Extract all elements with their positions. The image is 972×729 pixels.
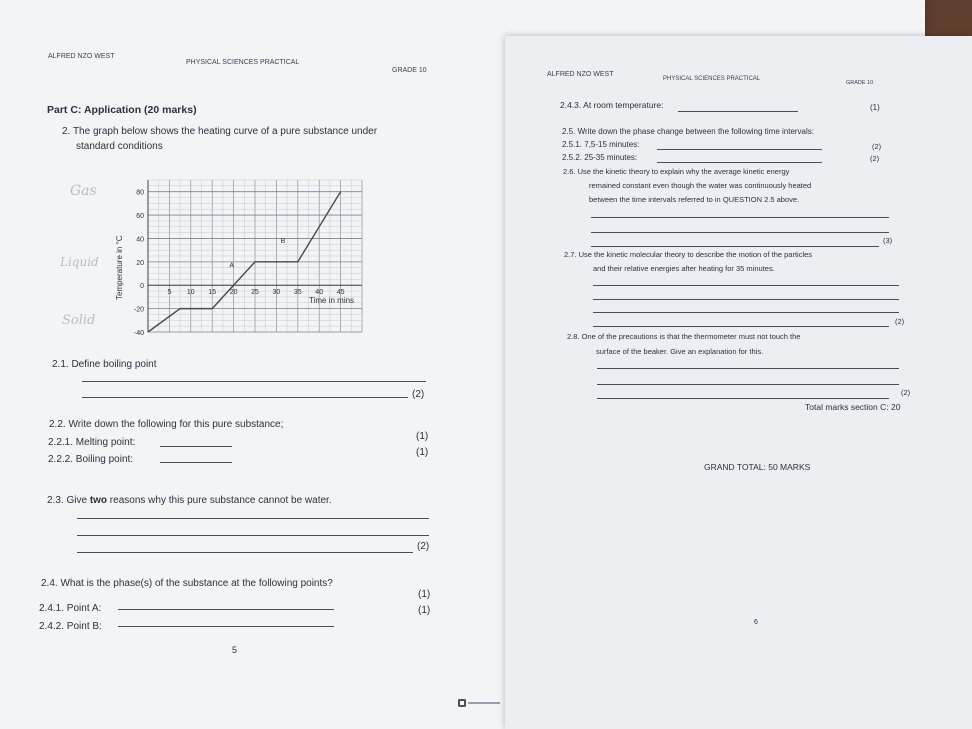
answer-line: [593, 285, 899, 286]
q2-4-3-marks: (1): [870, 103, 880, 112]
q2-3-text: 2.3. Give two reasons why this pure substance cannot be water.: [47, 495, 332, 506]
q2-2-1-text: 2.2.1. Melting point:: [48, 437, 136, 448]
q2-1-text: 2.1. Define boiling point: [52, 359, 157, 370]
y-tick-label: 60: [136, 213, 144, 221]
answer-line: [593, 326, 889, 327]
grand-total: GRAND TOTAL: 50 MARKS: [704, 462, 811, 472]
answer-line: [657, 149, 822, 150]
part-title: Part C: Application (20 marks): [47, 104, 197, 116]
x-tick-label: 5: [167, 289, 172, 297]
answer-line: [591, 246, 879, 247]
q2-4-text: 2.4. What is the phase(s) of the substance at the following points?: [41, 578, 333, 589]
q2-intro-line2: standard conditions: [76, 141, 163, 152]
x-tick-label: 35: [293, 289, 302, 297]
q2-5-2-text: 2.5.2. 25-35 minutes:: [562, 153, 638, 162]
answer-line: [593, 312, 899, 313]
y-tick-label: 80: [136, 189, 144, 197]
q2-2-1-marks: (1): [416, 431, 429, 442]
margin-note-liquid: Liquid: [60, 255, 99, 269]
answer-line: [597, 368, 899, 369]
total-marks-section: Total marks section C: 20: [805, 402, 901, 412]
q2-4-3-text: 2.4.3. At room temperature:: [560, 100, 664, 110]
q2-intro-line1: 2. The graph below shows the heating curve of a pure substance under: [62, 126, 378, 137]
margin-note-solid: Solid: [62, 313, 96, 328]
answer-line: [593, 299, 899, 300]
x-tick-label: 45: [336, 289, 345, 297]
q2-8-marks: (2): [901, 388, 911, 397]
margin-note-gas: Gas: [70, 183, 97, 199]
q2-2-2-marks: (1): [416, 447, 429, 458]
right-page: [505, 36, 972, 729]
x-tick-label: 25: [251, 289, 259, 297]
answer-line: [160, 462, 232, 463]
answer-line: [82, 381, 426, 382]
q2-1-marks: (2): [412, 389, 425, 400]
y-axis-label: Temperature in °C: [115, 235, 124, 300]
q2-6-marks: (3): [883, 236, 893, 245]
q2-3-marks: (2): [417, 541, 430, 552]
left-header-grade: GRADE 10: [392, 67, 427, 74]
answer-line: [597, 398, 889, 399]
heating-curve-chart: [70, 172, 370, 347]
scanner-logo-icon: [458, 698, 502, 708]
answer-line: [591, 232, 889, 233]
q2-7-line1: 2.7. Use the kinetic molecular theory to describe the motion of the particles: [564, 250, 813, 259]
left-header-district: ALFRED NZO WEST: [48, 53, 115, 60]
answer-line: [678, 111, 798, 112]
answer-line: [597, 384, 899, 385]
x-axis-label: Time in mins: [309, 296, 355, 305]
q2-5-2-marks: (2): [870, 154, 880, 163]
q2-5-1-text: 2.5.1. 7,5-15 minutes:: [562, 140, 640, 149]
answer-line: [77, 535, 429, 536]
q2-4-1-marks: (1): [418, 589, 431, 600]
q2-7-line2: and their relative energies after heating for 35 minutes.: [593, 264, 775, 273]
x-tick-label: 15: [208, 289, 217, 297]
q2-8-line2: surface of the beaker. Give an explanation for this.: [596, 347, 764, 356]
x-tick-label: 30: [272, 289, 281, 297]
q2-4-2-text: 2.4.2. Point B:: [39, 621, 102, 632]
left-header-subject: PHYSICAL SCIENCES PRACTICAL: [186, 59, 300, 66]
answer-line: [77, 518, 429, 519]
q2-4-1-text: 2.4.1. Point A:: [39, 603, 102, 614]
x-tick-label: 40: [315, 289, 324, 297]
q2-6-line1: 2.6. Use the kinetic theory to explain why the average kinetic energy: [563, 167, 790, 176]
right-header-subject: PHYSICAL SCIENCES PRACTICAL: [663, 76, 761, 82]
q2-8-line1: 2.8. One of the precautions is that the thermometer must not touch the: [567, 332, 801, 341]
point-b-label: B: [280, 238, 286, 246]
q2-2-2-text: 2.2.2. Boiling point:: [48, 454, 134, 465]
answer-line: [657, 162, 822, 163]
y-tick-label: -20: [133, 306, 144, 314]
y-tick-label: 40: [136, 236, 144, 244]
y-tick-label: 20: [136, 259, 144, 267]
answer-line: [118, 609, 334, 610]
q2-6-line3: between the time intervals referred to in QUESTION 2.5 above.: [589, 195, 800, 204]
answer-line: [77, 552, 413, 553]
page-number-right: 6: [754, 619, 758, 626]
answer-line: [82, 397, 408, 398]
right-header-grade: GRADE 10: [846, 80, 874, 86]
x-tick-label: 20: [229, 289, 238, 297]
answer-line: [118, 626, 334, 627]
q2-5-text: 2.5. Write down the phase change between the following time intervals:: [562, 127, 814, 136]
right-header-district: ALFRED NZO WEST: [547, 71, 614, 78]
y-tick-label: 0: [140, 283, 144, 291]
q2-6-line2: remained constant even though the water was continuously heated: [589, 181, 812, 190]
q2-4-2-marks: (1): [418, 605, 431, 616]
page-number-left: 5: [232, 645, 238, 655]
answer-line: [591, 217, 889, 218]
q2-2-text: 2.2. Write down the following for this pure substance;: [49, 419, 284, 430]
y-tick-label: -40: [133, 330, 144, 337]
x-tick-label: 10: [186, 289, 195, 297]
answer-line: [160, 446, 232, 447]
point-a-label: A: [229, 262, 234, 270]
y-tick-labels: [134, 190, 144, 337]
q2-7-marks: (2): [895, 317, 905, 326]
q2-5-1-marks: (2): [872, 142, 882, 151]
